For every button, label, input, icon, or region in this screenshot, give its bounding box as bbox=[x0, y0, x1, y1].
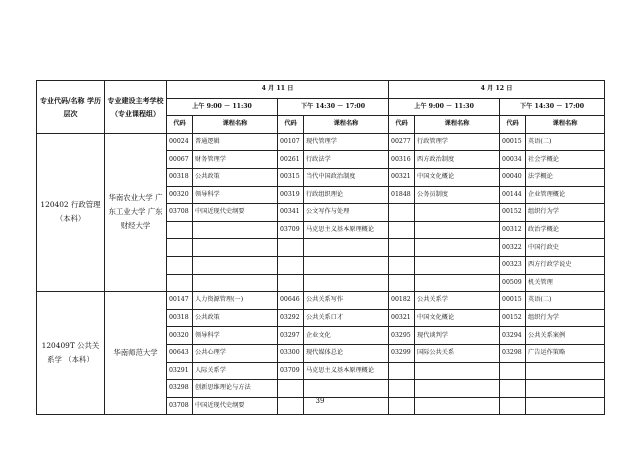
course-name bbox=[526, 380, 605, 398]
course-code: 03295 bbox=[389, 327, 415, 345]
course-code: 01848 bbox=[389, 186, 415, 204]
course-name: 广告运作策略 bbox=[526, 344, 605, 362]
header-code: 代码 bbox=[278, 116, 304, 134]
course-name: 公共政策 bbox=[193, 309, 278, 327]
course-name: 公共关系口才 bbox=[304, 309, 389, 327]
header-date-day1: 4 月 11 日 bbox=[167, 81, 389, 99]
course-code: 00261 bbox=[278, 151, 304, 169]
header-course: 课程名称 bbox=[304, 116, 389, 134]
course-name bbox=[526, 362, 605, 380]
course-name bbox=[304, 274, 389, 292]
course-name: 马克思主义基本原理概论 bbox=[304, 221, 389, 239]
header-code: 代码 bbox=[389, 116, 415, 134]
course-code: 00320 bbox=[167, 186, 193, 204]
course-code bbox=[278, 380, 304, 398]
page-number: 39 bbox=[315, 397, 325, 405]
course-code: 00318 bbox=[167, 168, 193, 186]
course-name: 普通逻辑 bbox=[193, 133, 278, 151]
course-code: 00646 bbox=[278, 292, 304, 310]
course-code: 03708 bbox=[167, 397, 193, 415]
course-name: 现代谈判学 bbox=[415, 327, 500, 345]
course-code: 03709 bbox=[278, 221, 304, 239]
school-cell: 华南农业大学 广东工业大学 广东财经大学 bbox=[105, 133, 167, 291]
header-major: 专业代码/名称 学历层次 bbox=[37, 81, 105, 134]
course-name: 英语(二) bbox=[526, 133, 605, 151]
course-name: 公共关系学 bbox=[415, 292, 500, 310]
course-code: 03297 bbox=[278, 327, 304, 345]
schedule-body bbox=[37, 133, 605, 415]
header-day1-pm: 下午 14:30 － 17:00 bbox=[278, 98, 389, 116]
exam-schedule-table bbox=[36, 80, 605, 415]
course-code: 00319 bbox=[278, 186, 304, 204]
table-row bbox=[37, 292, 605, 310]
course-name: 公共政策 bbox=[193, 168, 278, 186]
header-code: 代码 bbox=[167, 116, 193, 134]
course-name: 人际关系学 bbox=[193, 362, 278, 380]
school-cell: 华南师范大学 bbox=[105, 292, 167, 415]
course-code: 00322 bbox=[500, 239, 526, 257]
table-row bbox=[37, 133, 605, 151]
course-code bbox=[167, 239, 193, 257]
course-code: 03298 bbox=[500, 344, 526, 362]
course-name: 财务管理学 bbox=[193, 151, 278, 169]
course-code bbox=[389, 221, 415, 239]
course-name: 公共关系案例 bbox=[526, 327, 605, 345]
course-code bbox=[167, 256, 193, 274]
course-code: 00315 bbox=[278, 168, 304, 186]
course-name: 公务员制度 bbox=[415, 186, 500, 204]
course-code bbox=[500, 380, 526, 398]
course-name: 法学概论 bbox=[526, 168, 605, 186]
course-code: 03299 bbox=[389, 344, 415, 362]
course-code bbox=[389, 362, 415, 380]
course-name bbox=[304, 256, 389, 274]
course-name: 领导科学 bbox=[193, 186, 278, 204]
course-name: 行政法学 bbox=[304, 151, 389, 169]
header-school: 专业建设主考学校 （专业课程组） bbox=[105, 81, 167, 134]
course-code: 00015 bbox=[500, 133, 526, 151]
course-code: 03300 bbox=[278, 344, 304, 362]
header-day2-pm: 下午 14:30 － 17:00 bbox=[500, 98, 605, 116]
course-code: 00024 bbox=[167, 133, 193, 151]
course-code: 03709 bbox=[278, 362, 304, 380]
course-name: 现代管理学 bbox=[304, 133, 389, 151]
course-name: 西方行政学说史 bbox=[526, 256, 605, 274]
course-code: 00277 bbox=[389, 133, 415, 151]
course-code: 00147 bbox=[167, 292, 193, 310]
course-code bbox=[278, 274, 304, 292]
course-name: 行政组织理论 bbox=[304, 186, 389, 204]
header-day1-am: 上午 9:00 － 11:30 bbox=[167, 98, 278, 116]
course-name: 当代中国政治制度 bbox=[304, 168, 389, 186]
course-name: 公共心理学 bbox=[193, 344, 278, 362]
course-code: 00067 bbox=[167, 151, 193, 169]
course-code: 00152 bbox=[500, 309, 526, 327]
course-code: 03292 bbox=[278, 309, 304, 327]
course-name: 中国近现代史纲要 bbox=[193, 204, 278, 222]
course-code bbox=[278, 256, 304, 274]
course-name bbox=[415, 380, 500, 398]
course-name bbox=[415, 239, 500, 257]
course-code bbox=[278, 239, 304, 257]
course-code bbox=[389, 239, 415, 257]
course-name: 现代媒体总论 bbox=[304, 344, 389, 362]
course-code: 00341 bbox=[278, 204, 304, 222]
course-name bbox=[193, 256, 278, 274]
course-name: 中国文化概论 bbox=[415, 168, 500, 186]
course-name: 马克思主义基本原理概论 bbox=[304, 362, 389, 380]
course-code: 00144 bbox=[500, 186, 526, 204]
course-name: 行政管理学 bbox=[415, 133, 500, 151]
course-name: 企业文化 bbox=[304, 327, 389, 345]
course-code: 00320 bbox=[167, 327, 193, 345]
course-code: 03298 bbox=[167, 380, 193, 398]
course-code: 00318 bbox=[167, 309, 193, 327]
course-code: 00509 bbox=[500, 274, 526, 292]
course-name bbox=[193, 274, 278, 292]
course-code: 00312 bbox=[500, 221, 526, 239]
course-name: 组织行为学 bbox=[526, 309, 605, 327]
course-code: 00040 bbox=[500, 168, 526, 186]
course-name: 人力资源管理(一) bbox=[193, 292, 278, 310]
course-name: 政治学概论 bbox=[526, 221, 605, 239]
course-name: 公共关系写作 bbox=[304, 292, 389, 310]
course-name: 中国行政史 bbox=[526, 239, 605, 257]
course-name: 创新思维理论与方法 bbox=[193, 380, 278, 398]
course-code: 00015 bbox=[500, 292, 526, 310]
header-code: 代码 bbox=[500, 116, 526, 134]
course-code bbox=[389, 380, 415, 398]
course-code bbox=[167, 221, 193, 239]
course-code: 00182 bbox=[389, 292, 415, 310]
course-name: 企业管理概论 bbox=[526, 186, 605, 204]
course-name bbox=[193, 239, 278, 257]
course-name: 国际公共关系 bbox=[415, 344, 500, 362]
course-code: 03291 bbox=[167, 362, 193, 380]
course-name: 西方政治制度 bbox=[415, 151, 500, 169]
course-name: 社会学概论 bbox=[526, 151, 605, 169]
course-code: 00316 bbox=[389, 151, 415, 169]
course-name bbox=[415, 221, 500, 239]
header-course: 课程名称 bbox=[526, 116, 605, 134]
course-code bbox=[389, 204, 415, 222]
header-course: 课程名称 bbox=[415, 116, 500, 134]
course-name bbox=[415, 362, 500, 380]
course-code bbox=[500, 362, 526, 380]
course-name: 英语(二) bbox=[526, 292, 605, 310]
course-name bbox=[304, 239, 389, 257]
course-name bbox=[415, 256, 500, 274]
header-course: 课程名称 bbox=[193, 116, 278, 134]
course-name: 领导科学 bbox=[193, 327, 278, 345]
course-code: 00034 bbox=[500, 151, 526, 169]
course-code: 00643 bbox=[167, 344, 193, 362]
course-name bbox=[193, 221, 278, 239]
course-code bbox=[167, 274, 193, 292]
course-name: 中国近现代史纲要 bbox=[193, 397, 278, 415]
course-name bbox=[304, 380, 389, 398]
course-code bbox=[389, 256, 415, 274]
major-cell: 120402 行政管理 （本科） bbox=[37, 133, 105, 291]
course-name: 中国文化概论 bbox=[415, 309, 500, 327]
course-code: 00321 bbox=[389, 168, 415, 186]
course-name: 组织行为学 bbox=[526, 204, 605, 222]
header-day2-am: 上午 9:00 － 11:30 bbox=[389, 98, 500, 116]
course-code: 00323 bbox=[500, 256, 526, 274]
course-name bbox=[415, 204, 500, 222]
course-code bbox=[389, 274, 415, 292]
course-code: 00321 bbox=[389, 309, 415, 327]
course-code: 03708 bbox=[167, 204, 193, 222]
header-date-day2: 4 月 12 日 bbox=[389, 81, 605, 99]
course-code: 00152 bbox=[500, 204, 526, 222]
course-name bbox=[415, 274, 500, 292]
course-code: 03294 bbox=[500, 327, 526, 345]
course-code: 00107 bbox=[278, 133, 304, 151]
course-name: 公文写作与处理 bbox=[304, 204, 389, 222]
course-name: 机关管理 bbox=[526, 274, 605, 292]
major-cell: 120409T 公共关系学 （本科） bbox=[37, 292, 105, 415]
